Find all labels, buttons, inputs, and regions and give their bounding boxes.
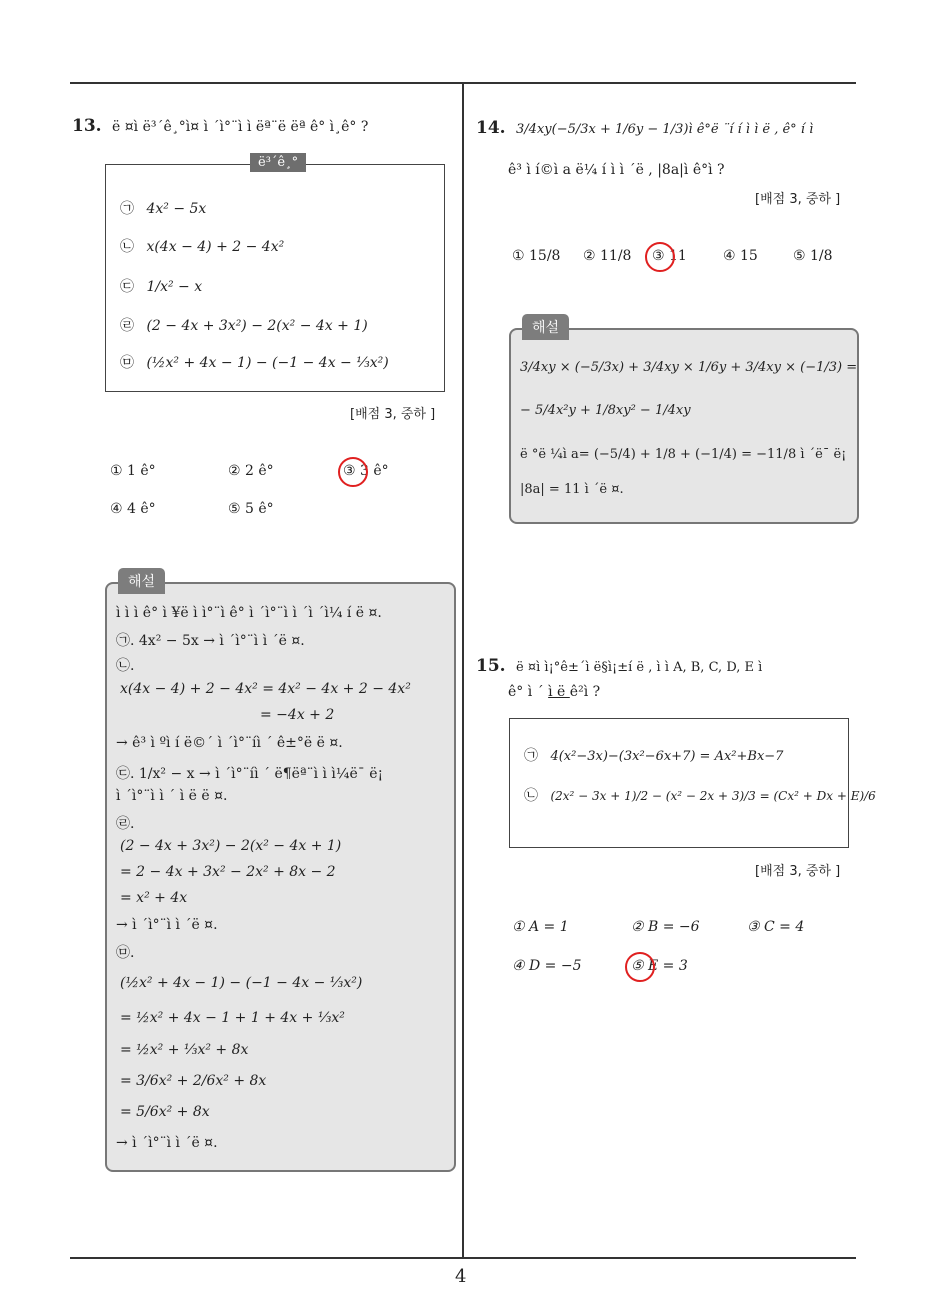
q15-item-2-mark: ㉡ xyxy=(524,788,538,804)
q13-sol-line: ㉤. xyxy=(116,945,135,961)
q13-sol-line: = 5/6x² + 8x xyxy=(120,1104,210,1120)
q13-sol-line: ㉣. xyxy=(116,816,135,832)
q13-option-3[interactable]: ③ 3 ê° xyxy=(343,463,389,479)
q13-sol-line: (½x² + 4x − 1) − (−1 − 4x − ⅓x²) xyxy=(120,975,363,991)
q13-sol-line: ì ´ì°¨ì ì ´ ì ë ë ¤. xyxy=(116,788,228,804)
q13-item-4 xyxy=(120,315,368,335)
q13-sol-line: = 2 − 4x + 3x² − 2x² + 8x − 2 xyxy=(120,864,336,880)
q14-number: 14. xyxy=(476,118,506,138)
q13-sol-line: = −4x + 2 xyxy=(260,707,335,723)
q15-number: 15. xyxy=(476,656,506,676)
q13-item-3-mark: ㉢ xyxy=(120,279,134,295)
q15-option-2[interactable]: ② B = −6 xyxy=(631,919,700,935)
q13-option-1[interactable]: ① 1 ê° xyxy=(110,463,156,479)
q13-sol-line: (2 − 4x + 3x²) − 2(x² − 4x + 1) xyxy=(120,838,342,854)
q13-sol-line: ì ì ì ê° ì ¥ë ì ì°¨ì ê° ì ´ì°¨ì ì ´ì ´ì¼ í ë ¤. xyxy=(116,605,382,621)
q14-answer-circle-icon xyxy=(645,242,675,272)
q15-answer-circle-icon xyxy=(625,952,655,982)
q13-sol-line: ㉢. 1/x² − x → ì ´ì°¨íì ´ ë¶ëª¨ì ì ì¼ë¯ ë¡ xyxy=(116,766,384,782)
q14-option-3[interactable]: ③ 11 xyxy=(652,248,687,264)
q14-sol-line: 3/4xy × (−5/3x) + 3/4xy × 1/6y + 3/4xy × (−1/3) = xyxy=(520,360,858,375)
q14-option-2[interactable]: ② 11/8 xyxy=(583,248,632,264)
q13-sol-line: ㉡. xyxy=(116,658,135,674)
q13-sol-line: ㉠. 4x² − 5x → ì ´ì°¨ì ì ´ë ¤. xyxy=(116,633,305,649)
q14-sol-line: |8a| = 11 ì ´ë ¤. xyxy=(520,482,624,497)
q15-option-5[interactable]: ⑤ E = 3 xyxy=(631,958,688,974)
q13-option-5[interactable]: ⑤ 5 ê° xyxy=(228,501,274,517)
q15-item-2 xyxy=(524,785,876,805)
q13-stem xyxy=(72,116,368,136)
q14-sol-line: − 5/4x²y + 1/8xy² − 1/4xy xyxy=(520,403,691,418)
q13-item-2 xyxy=(120,236,284,256)
q13-option-4[interactable]: ④ 4 ê° xyxy=(110,501,156,517)
q13-solution-tab: 해설 xyxy=(118,568,165,594)
q13-item-5-mark: ㉤ xyxy=(120,355,134,371)
q14-stem xyxy=(476,118,813,138)
q15-option-3[interactable]: ③ C = 4 xyxy=(747,919,805,935)
q15-text-2 xyxy=(508,684,600,700)
q14-text-1: 3/4xy(−5/3x + 1/6y − 1/3)ì ê°ë ¨í í ì ì ë , ê° í ì xyxy=(516,122,814,137)
q15-text-1: ë ¤ì ì¡°ê±´ì ë§ì¡±í ë , ì ì A, B, C, D, E ì xyxy=(516,660,763,675)
q15-stem xyxy=(476,656,762,676)
q15-item-1-expr: 4(x²−3x)−(3x²−6x+7) = Ax²+Bx−7 xyxy=(550,749,784,764)
q13-answer-circle-icon xyxy=(338,457,368,487)
q14-text-2: ê³ ì í©ì a ë¼ í ì ì ´ë , |8a|ì ê°ì ? xyxy=(508,162,725,178)
q13-item-1-mark: ㉠ xyxy=(120,201,134,217)
q13-text: ë ¤ì ë³´ê¸°ì¤ ì ´ì°¨ì ì ëª¨ë ëª ê° ì¸ê° ? xyxy=(112,119,369,135)
page-number: 4 xyxy=(455,1266,467,1287)
q13-bogi-title: ë³´ê¸° xyxy=(250,153,306,172)
q15-item-1-mark: ㉠ xyxy=(524,748,538,764)
q13-sol-line: = ½x² + 4x − 1 + 1 + 4x + ⅓x² xyxy=(120,1010,345,1026)
q13-score: [배점 3, 중하 ] xyxy=(350,407,436,422)
q13-option-2[interactable]: ② 2 ê° xyxy=(228,463,274,479)
q15-text-2-underline: ì ë xyxy=(548,684,570,700)
q13-number: 13. xyxy=(72,116,102,136)
q15-text-2-post: ê²ì ? xyxy=(569,684,601,700)
q13-sol-line: = 3/6x² + 2/6x² + 8x xyxy=(120,1073,267,1089)
q15-score: [배점 3, 중하 ] xyxy=(755,864,841,879)
q13-sol-line: → ì ´ì°¨ì ì ´ë ¤. xyxy=(116,917,218,933)
q13-item-4-expr: (2 − 4x + 3x²) − 2(x² − 4x + 1) xyxy=(146,318,368,334)
q15-option-1[interactable]: ① A = 1 xyxy=(512,919,569,935)
q13-sol-line: = ½x² + ⅓x² + 8x xyxy=(120,1042,249,1058)
q13-item-1 xyxy=(120,198,206,218)
q14-option-1[interactable]: ① 15/8 xyxy=(512,248,561,264)
bottom-rule xyxy=(70,1257,856,1259)
q13-item-3-expr: 1/x² − x xyxy=(146,279,203,295)
q14-score: [배점 3, 중하 ] xyxy=(755,192,841,207)
q13-item-5 xyxy=(120,352,389,372)
q14-option-5[interactable]: ⑤ 1/8 xyxy=(793,248,833,264)
q15-condition-box xyxy=(509,718,849,848)
q13-item-2-mark: ㉡ xyxy=(120,239,134,255)
q13-sol-line: = x² + 4x xyxy=(120,890,188,906)
q13-item-3 xyxy=(120,276,202,296)
q14-solution-tab: 해설 xyxy=(522,314,569,340)
q15-item-2-expr: (2x² − 3x + 1)/2 − (x² − 2x + 3)/3 = (Cx² + Dx + E)/6 xyxy=(550,789,876,803)
q13-item-4-mark: ㉣ xyxy=(120,318,134,334)
q15-item-1 xyxy=(524,745,783,765)
q13-item-1-expr: 4x² − 5x xyxy=(146,201,207,217)
q13-sol-line: → ê³ ì ºì í ë©´ ì ´ì°¨íì ´ ê±°ë ë ¤. xyxy=(116,735,343,751)
q13-sol-line: → ì ´ì°¨ì ì ´ë ¤. xyxy=(116,1135,218,1151)
q13-item-5-expr: (½x² + 4x − 1) − (−1 − 4x − ⅓x²) xyxy=(146,355,389,371)
q13-item-2-expr: x(4x − 4) + 2 − 4x² xyxy=(146,239,285,255)
q15-text-2-pre: ê° ì ´ xyxy=(508,684,549,700)
q14-sol-line: ë °ë ¼ì a= (−5/4) + 1/8 + (−1/4) = −11/8 ì ´ë¯ ë¡ xyxy=(520,447,847,462)
column-divider xyxy=(462,83,464,1258)
q15-option-4[interactable]: ④ D = −5 xyxy=(512,958,582,974)
q13-sol-line: x(4x − 4) + 2 − 4x² = 4x² − 4x + 2 − 4x² xyxy=(120,681,411,697)
q14-option-4[interactable]: ④ 15 xyxy=(723,248,758,264)
